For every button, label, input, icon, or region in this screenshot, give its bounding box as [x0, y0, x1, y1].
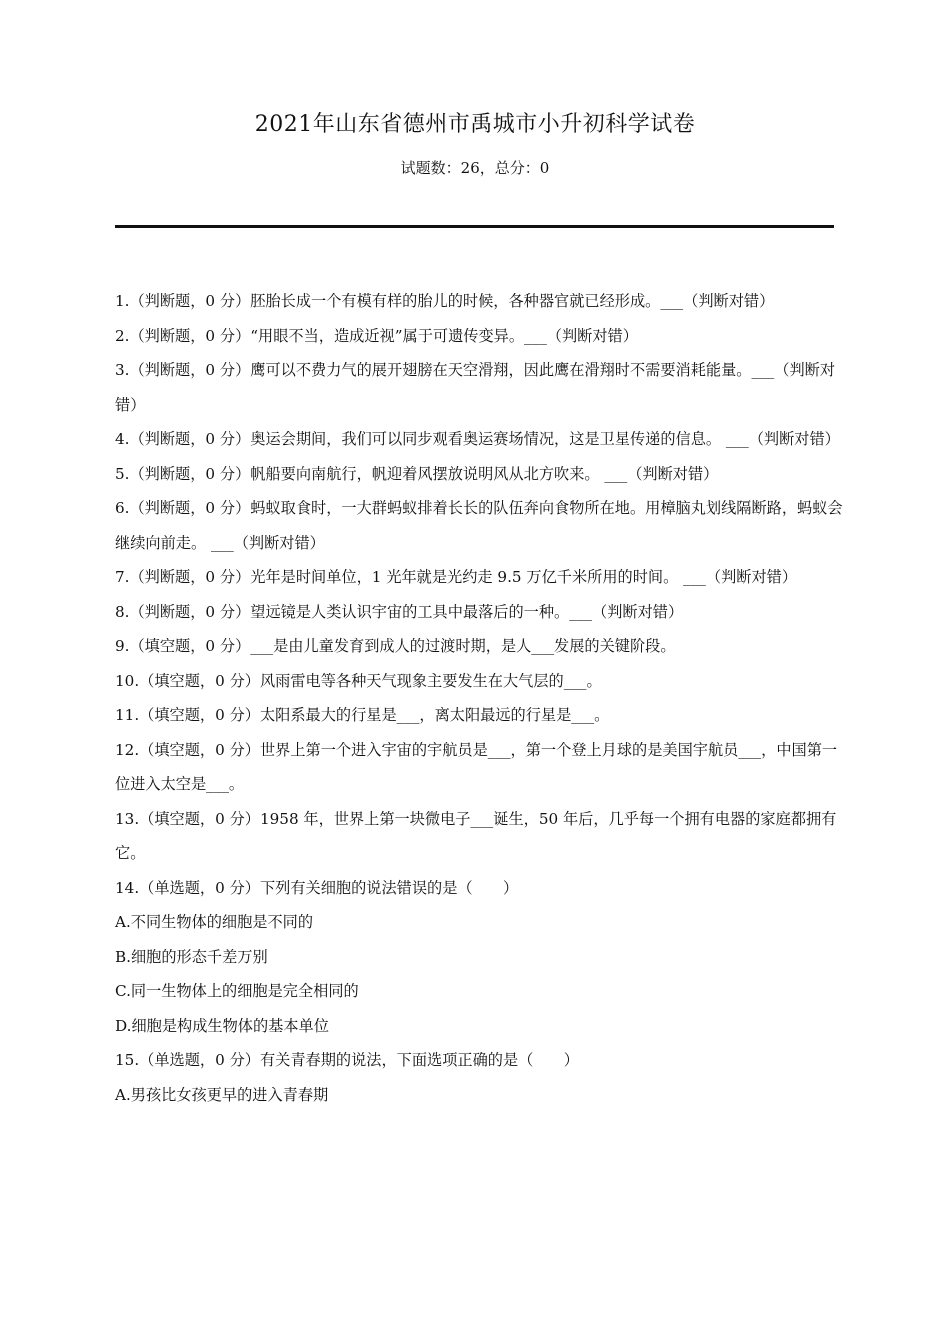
- header-divider: [115, 225, 834, 228]
- question-12: 12.（填空题，0 分）世界上第一个进入宇宙的宇航员是___，第一个登上月球的是美国宇航员___，中国第一位进入太空是___。: [115, 740, 838, 793]
- question-6: 6.（判断题，0 分）蚂蚁取食时，一大群蚂蚁排着长长的队伍奔向食物所在地。用樟脑丸划线隔断路，蚂蚁会继续向前走。 ___（判断对错）: [115, 499, 843, 552]
- question-4: 4.（判断题，0 分）奥运会期间，我们可以同步观看奥运赛场情况，这是卫星传递的信息。 ___（判断对错）: [115, 430, 840, 448]
- question-7: 7.（判断题，0 分）光年是时间单位，1 光年就是光约走 9.5 万亿千米所用的时间。 ___（判断对错）: [115, 568, 798, 586]
- question-15-option-a: A.男孩比女孩更早的进入青春期: [115, 1085, 329, 1104]
- question-14: 14.（单选题，0 分）下列有关细胞的说法错误的是（ ）: [115, 878, 519, 897]
- question-11: 11.（填空题，0 分）太阳系最大的行星是___，离太阳最远的行星是___。: [115, 706, 610, 724]
- question-14-option-b: B.细胞的形态千差万别: [115, 947, 268, 966]
- question-9: 9.（填空题，0 分）___是由儿童发育到成人的过渡时期，是人___发展的关键阶段。: [115, 637, 676, 655]
- question-8: 8.（判断题，0 分）望远镜是人类认识宇宙的工具中最落后的一种。___（判断对错）: [115, 602, 684, 621]
- page-subtitle: 试题数：26，总分：0: [400, 159, 550, 177]
- question-14-option-a: A.不同生物体的细胞是不同的: [115, 913, 314, 931]
- question-2: 2.（判断题，0 分）“用眼不当，造成近视”属于可遗传变异。___（判断对错）: [115, 326, 638, 345]
- question-list: [115, 284, 849, 1112]
- page-title: 2021年山东省德州市禹城市小升初科学试卷: [254, 112, 696, 137]
- question-1: 1.（判断题，0 分）胚胎长成一个有模有样的胎儿的时候，各种器官就已经形成。___（判断对错）: [115, 292, 775, 310]
- question-14-option-c: C.同一生物体上的细胞是完全相同的: [115, 982, 359, 1000]
- question-10: 10.（填空题，0 分）风雨雷电等各种天气现象主要发生在大气层的___。: [115, 671, 602, 690]
- question-15: 15.（单选题，0 分）有关青春期的说法，下面选项正确的是（ ）: [115, 1051, 579, 1069]
- question-3: 3.（判断题，0 分）鹰可以不费力气的展开翅膀在天空滑翔，因此鹰在滑翔时不需要消耗能量。___（判断对错）: [115, 361, 836, 414]
- question-13: 13.（填空题，0 分）1958 年，世界上第一块微电子___诞生，50 年后，几乎每一个拥有电器的家庭都拥有它。: [115, 809, 837, 862]
- question-5: 5.（判断题，0 分）帆船要向南航行，帆迎着风摆放说明风从北方吹来。 ___（判断对错）: [115, 464, 719, 483]
- question-14-option-d: D.细胞是构成生物体的基本单位: [115, 1016, 329, 1035]
